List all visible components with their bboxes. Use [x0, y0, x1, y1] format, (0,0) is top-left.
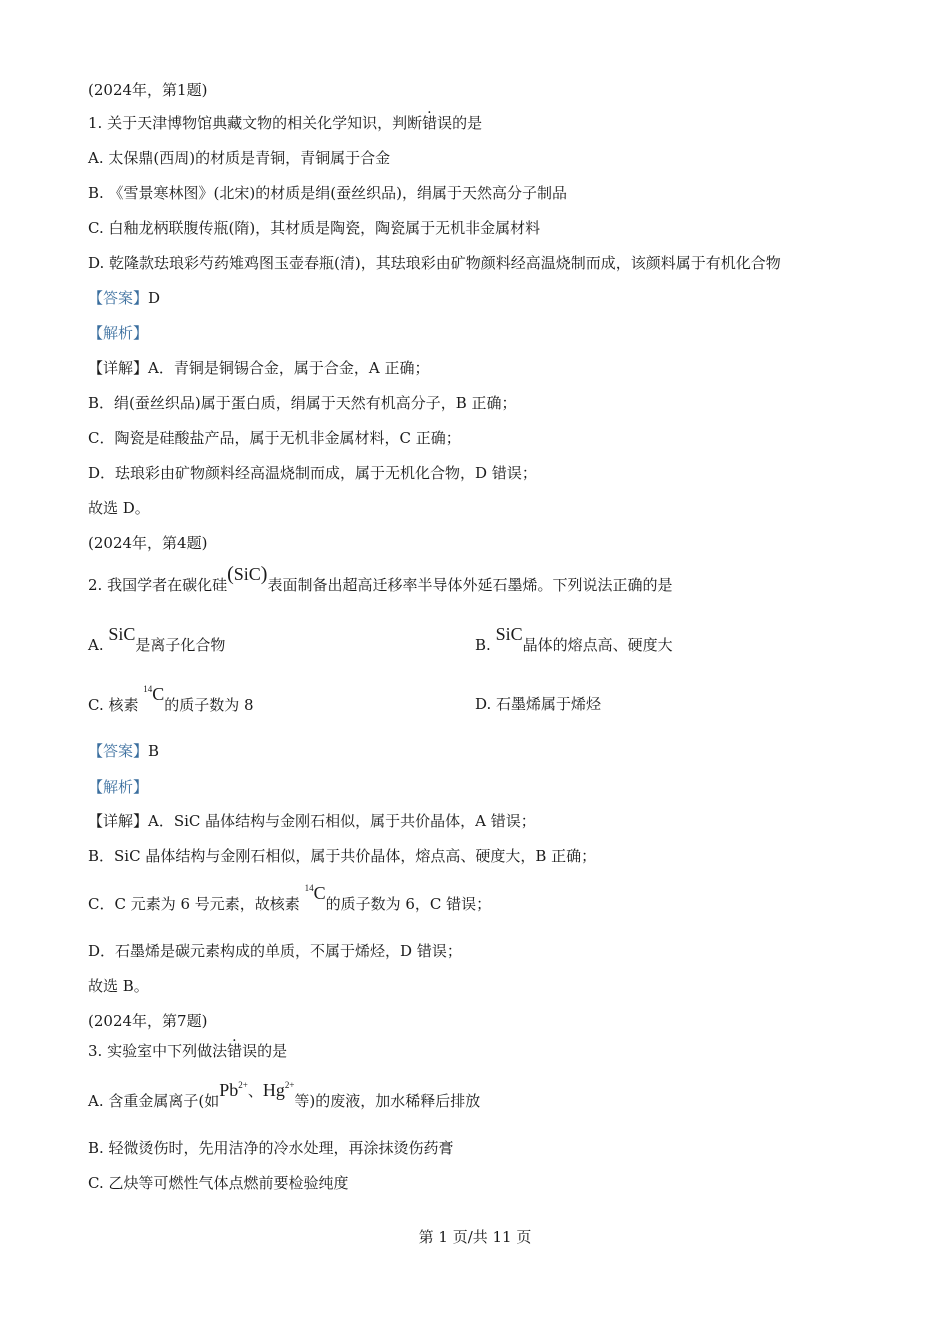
- q1-detail-label: 【详解】: [88, 359, 149, 377]
- q2-analysis-label: 【解析】: [88, 778, 149, 796]
- q2-option-b: [475, 624, 673, 655]
- q1-option-d: D. 乾隆款珐琅彩芍药雉鸡图玉壶春瓶(清)，其珐琅彩由矿物颜料经高温烧制而成，该颜料属于有机化合物: [88, 254, 781, 272]
- q1-conclusion: 故选 D。: [88, 499, 150, 517]
- q2-answer-label: 【答案】: [88, 742, 149, 760]
- q3-option-a-pre: A. 含重金属离子(如: [88, 1092, 220, 1110]
- q2-stem: [88, 563, 673, 595]
- q1-explanation-a-text: A．青铜是铜锡合金，属于合金，A 正确；: [148, 359, 430, 377]
- q2-option-c-element: C: [152, 684, 165, 704]
- q2-stem-pre: 2. 我国学者在碳化硅: [88, 576, 228, 594]
- q2-option-c-label: C. 核素: [88, 696, 144, 714]
- q1-source: (2024年，第1题): [88, 81, 208, 99]
- q1-answer: [88, 288, 160, 308]
- q2-option-c: [88, 684, 254, 717]
- q3-option-b: B. 轻微烫伤时，先用洁净的冷水处理，再涂抹烫伤药膏: [88, 1139, 454, 1157]
- q1-stem-pre: 1. 关于天津博物馆典藏文物的相关化学知识，判断: [88, 114, 423, 132]
- q2-option-a: [88, 624, 226, 655]
- q2-option-a-label: A.: [88, 636, 109, 654]
- q2-option-c-mass-number: 14: [143, 684, 153, 694]
- q1-explanation-c: C．陶瓷是硅酸盐产品，属于无机非金属材料，C 正确；: [88, 429, 461, 447]
- q1-answer-value: D: [148, 289, 161, 307]
- q1-stem-emphasis: 错误: [422, 114, 453, 132]
- q1-explanation-b: B．绢(蚕丝织品)属于蛋白质，绢属于天然有机高分子，B 正确；: [88, 394, 517, 412]
- q3-stem: [88, 1041, 287, 1061]
- q2-explanation-d: D．石墨烯是碳元素构成的单质，不属于烯烃，D 错误；: [88, 942, 462, 960]
- q1-stem-post: 的是: [452, 114, 483, 132]
- q1-analysis-label: 【解析】: [88, 324, 149, 342]
- q2-option-c-text: 的质子数为 8: [164, 696, 254, 714]
- q2-explanation-b: B．SiC 晶体结构与金刚石相似，属于共价晶体，熔点高、硬度大，B 正确；: [88, 847, 597, 865]
- q2-explanation-c: [88, 883, 492, 916]
- q2-formula-open-paren: (: [227, 563, 234, 585]
- q2-conclusion: 故选 B。: [88, 977, 149, 995]
- q1-explanation-a: [88, 358, 429, 378]
- q1-option-a: A. 太保鼎(西周)的材质是青铜，青铜属于合金: [88, 149, 391, 167]
- q3-ion-hg: Hg: [262, 1080, 285, 1100]
- q1-option-b: B. 《雪景寒林图》(北宋)的材质是绢(蚕丝织品)，绢属于天然高分子制品: [88, 184, 567, 202]
- q2-source: (2024年，第4题): [88, 534, 208, 552]
- q2-option-a-text: 是离子化合物: [135, 636, 226, 654]
- q2-option-b-label: B.: [475, 636, 496, 654]
- q3-option-a: [88, 1080, 481, 1113]
- q3-option-c: C. 乙炔等可燃性气体点燃前要检验纯度: [88, 1174, 349, 1192]
- q1-explanation-d: D．珐琅彩由矿物颜料经高温烧制而成，属于无机化合物，D 错误；: [88, 464, 537, 482]
- q3-stem-post: 的是: [257, 1042, 288, 1060]
- q2-option-a-formula: SiC: [108, 624, 136, 644]
- q3-ion-hg-charge: 2+: [284, 1080, 295, 1090]
- q1-option-c: C. 白釉龙柄联腹传瓶(隋)，其材质是陶瓷，陶瓷属于无机非金属材料: [88, 219, 541, 237]
- q3-ion-pb-charge: 2+: [238, 1080, 248, 1090]
- q2-stem-post: 表面制备出超高迁移率半导体外延石墨烯。下列说法正确的是: [267, 576, 673, 594]
- q3-source: (2024年，第7题): [88, 1012, 208, 1030]
- q3-ion-pb: Pb: [219, 1080, 239, 1100]
- q2-answer-value: B: [148, 742, 160, 760]
- q2-explanation-c-post: 的质子数为 6，C 错误；: [325, 895, 492, 913]
- q2-detail-label: 【详解】: [88, 812, 149, 830]
- q2-explanation-c-element: C: [313, 883, 326, 903]
- q2-explanation-a-text: A．SiC 晶体结构与金刚石相似，属于共价晶体，A 错误；: [148, 812, 536, 830]
- q1-stem: [88, 113, 482, 133]
- q2-answer: [88, 741, 159, 761]
- page-footer: 第 1 页/共 11 页: [418, 1228, 532, 1246]
- q2-option-d: D. 石墨烯属于烯烃: [475, 695, 602, 713]
- q2-option-b-formula: SiC: [495, 624, 523, 644]
- q2-explanation-c-mass-number: 14: [304, 883, 314, 893]
- q3-stem-emphasis: 错误: [227, 1042, 258, 1060]
- q2-formula-close-paren: ): [260, 563, 268, 585]
- q2-stem-formula: SiC: [233, 564, 261, 584]
- q2-explanation-a: [88, 811, 536, 831]
- q3-option-a-post: 等)的废液，加水稀释后排放: [294, 1092, 481, 1110]
- q3-stem-pre: 3. 实验室中下列做法: [88, 1042, 228, 1060]
- q3-ion-separator: 、: [247, 1082, 263, 1100]
- q2-explanation-c-pre: C．C 元素为 6 号元素，故核素: [88, 895, 305, 913]
- q1-answer-label: 【答案】: [88, 289, 149, 307]
- q2-option-b-text: 晶体的熔点高、硬度大: [522, 636, 673, 654]
